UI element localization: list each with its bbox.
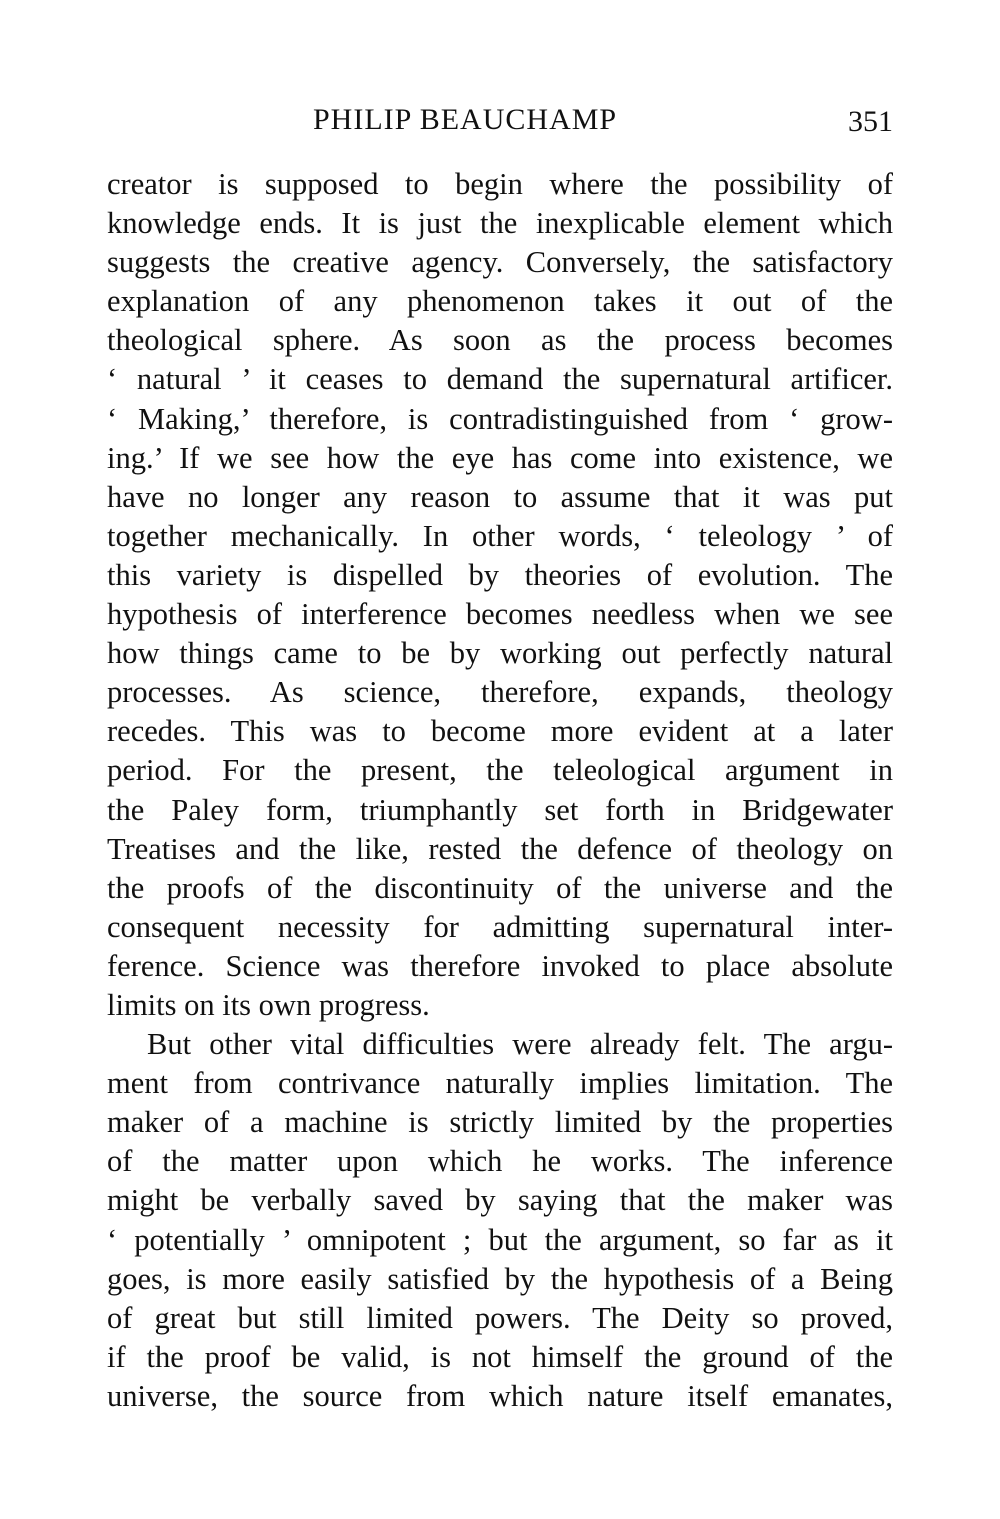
body-text: [107, 165, 893, 1416]
text-line: of the matter upon which he works. The inference: [107, 1144, 893, 1179]
text-line: limits on its own progress.: [107, 987, 430, 1022]
text-line: recedes. This was to become more evident at a later: [107, 714, 893, 749]
text-line: might be verbally saved by saying that the maker was: [107, 1183, 893, 1218]
text-line: ing.’ If we see how the eye has come into existence, we: [107, 440, 893, 475]
text-line: Treatises and the like, rested the defence of theology on: [107, 831, 893, 866]
text-line: ment from contrivance naturally implies limitation. The: [107, 1066, 893, 1101]
text-line: the Paley form, triumphantly set forth in Bridgewater: [107, 792, 893, 827]
text-line: processes. As science, therefore, expands, theology: [107, 675, 893, 710]
text-line: how things came to be by working out perfectly natural: [107, 636, 893, 671]
text-line: theological sphere. As soon as the process becomes: [107, 323, 893, 358]
text-line: hypothesis of interference becomes needless when we see: [107, 597, 893, 632]
page-number: 351: [848, 105, 893, 138]
text-line: together mechanically. In other words, ‘ teleology ’ of: [107, 518, 893, 553]
text-line: suggests the creative agency. Conversely, the satisfactory: [107, 245, 893, 280]
text-line: the proofs of the discontinuity of the universe and the: [107, 870, 893, 905]
text-line: universe, the source from which nature itself emanates,: [107, 1378, 893, 1413]
text-line: have no longer any reason to assume that it was put: [107, 479, 893, 514]
running-title: PHILIP BEAUCHAMP: [313, 103, 618, 136]
text-line: if the proof be valid, is not himself the ground of the: [107, 1339, 893, 1374]
text-line: consequent necessity for admitting supernatural inter-: [107, 909, 893, 944]
text-line: this variety is dispelled by theories of evolution. The: [107, 557, 893, 592]
text-line: creator is supposed to begin where the possibility of: [107, 167, 893, 201]
text-line: period. For the present, the teleological argument in: [107, 753, 893, 788]
text-line: ‘ Making,’ therefore, is contradistinguished from ‘ grow-: [107, 401, 893, 436]
text-line: explanation of any phenomenon takes it out of the: [107, 284, 893, 319]
text-line: knowledge ends. It is just the inexplicable element which: [107, 206, 893, 241]
text-line: ‘ potentially ’ omnipotent ; but the argument, so far as it: [107, 1222, 893, 1257]
text-line: maker of a machine is strictly limited by the properties: [107, 1105, 893, 1140]
text-line: ference. Science was therefore invoked to place absolute: [107, 948, 893, 983]
text-line: But other vital difficulties were already felt. The argu-: [147, 1027, 893, 1062]
text-line: ‘ natural ’ it ceases to demand the supernatural artificer.: [107, 362, 893, 397]
text-line: goes, is more easily satisfied by the hypothesis of a Being: [107, 1261, 893, 1296]
running-head: [107, 100, 893, 140]
paragraph-1: [107, 165, 893, 1025]
paragraph-2: [107, 1025, 893, 1416]
text-line: of great but still limited powers. The Deity so proved,: [107, 1300, 893, 1335]
